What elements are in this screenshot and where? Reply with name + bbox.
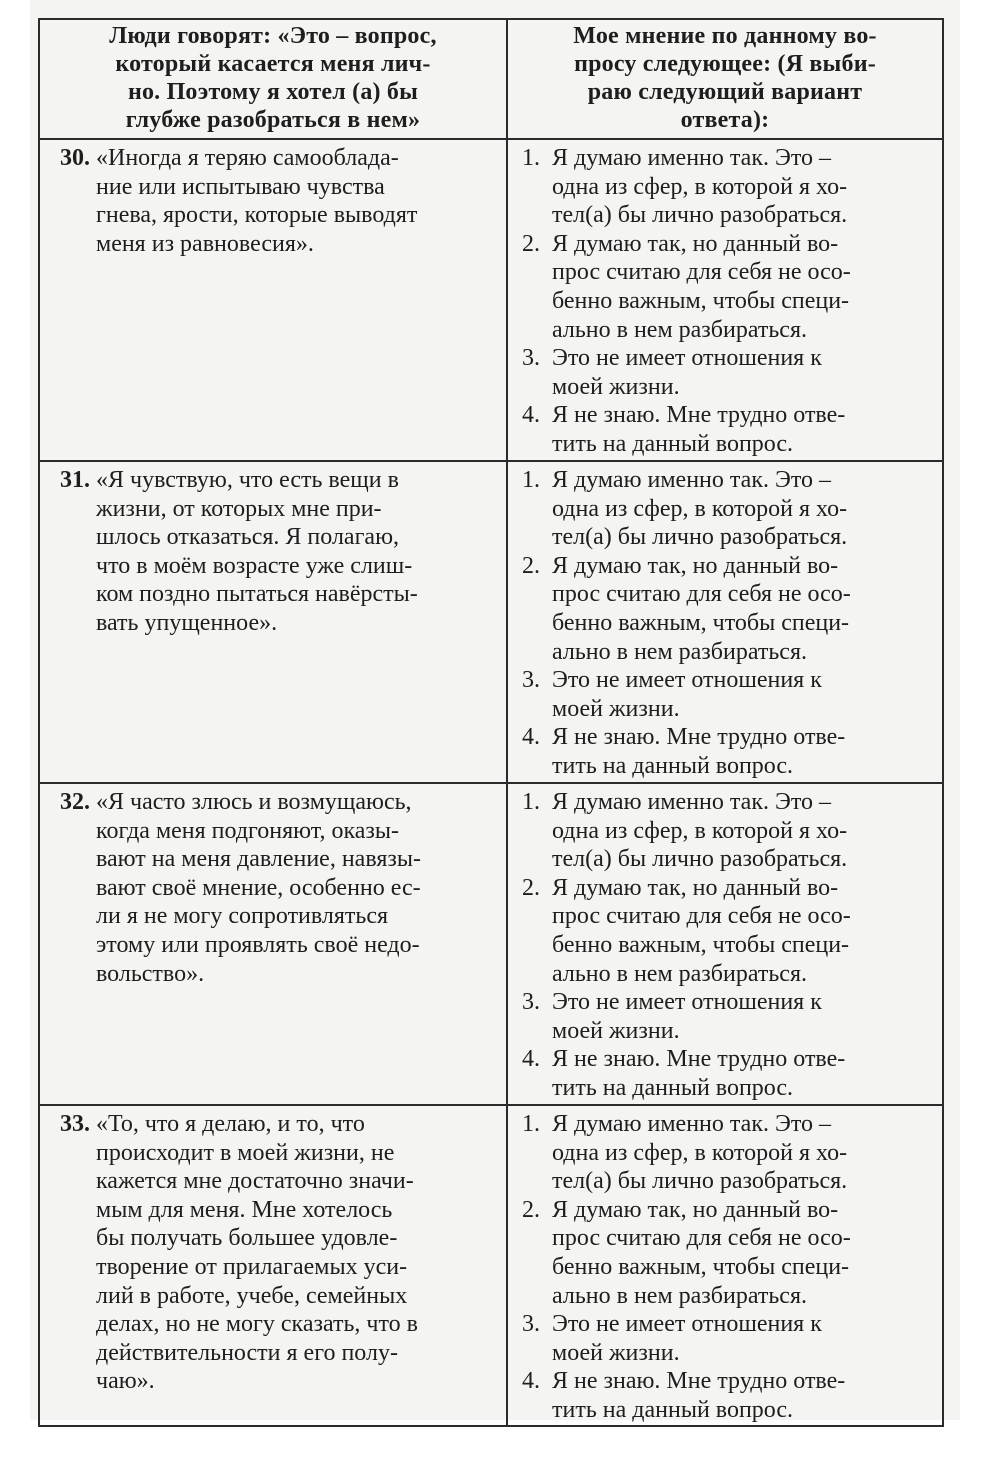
option-number: 2.: [522, 552, 540, 579]
option-3: [522, 988, 932, 1045]
option-4: [522, 401, 932, 458]
option-text: Я думаю так, но данный во- прос считаю для себя не осо- бенно важным, чтобы специ- ально в нем разбираться.: [552, 1196, 851, 1309]
option-2: [522, 230, 932, 344]
header-right: Мое мнение по данному во- просу следующее: (Я выби- раю следующий вариант ответа):: [507, 19, 943, 139]
option-2: [522, 1196, 932, 1310]
option-number: 2.: [522, 874, 540, 901]
option-text: Я думаю так, но данный во- прос считаю для себя не осо- бенно важным, чтобы специ- ально в нем разбираться.: [552, 874, 851, 987]
table-row: [39, 1105, 943, 1426]
option-3: [522, 666, 932, 723]
option-number: 3.: [522, 345, 540, 372]
statement-text: «Иногда я теряю самооблада- ние или испытываю чувства гнева, ярости, которые выводят меня из равновесия».: [96, 145, 418, 257]
option-3: [522, 344, 932, 401]
option-text: Я не знаю. Мне трудно отве- тить на данный вопрос.: [552, 402, 846, 457]
option-text: Я думаю так, но данный во- прос считаю для себя не осо- бенно важным, чтобы специ- ально в нем разбираться.: [552, 552, 851, 665]
option-number: 4.: [522, 1368, 540, 1395]
statement-number: 32.: [60, 789, 90, 815]
header-left: Люди говорят: «Это – вопрос, который касается меня лич- но. Поэтому я хотел (а) бы глубже разобраться в нем»: [39, 19, 507, 139]
statement-number: 30.: [60, 145, 90, 171]
option-1: [522, 144, 932, 230]
option-number: 2.: [522, 1196, 540, 1223]
option-number: 1.: [522, 467, 540, 493]
option-text: Это не имеет отношения к моей жизни.: [552, 345, 822, 400]
option-number: 2.: [522, 230, 540, 257]
option-text: Я думаю именно так. Это – одна из сфер, в которой я хо- тел(а) бы лично разобраться.: [552, 145, 848, 229]
option-2: [522, 552, 932, 666]
statement-cell: [39, 139, 507, 461]
option-text: Я думаю так, но данный во- прос считаю для себя не осо- бенно важным, чтобы специ- ально в нем разбираться.: [552, 230, 851, 343]
statement-number: 31.: [60, 467, 90, 493]
option-text: Я не знаю. Мне трудно отве- тить на данный вопрос.: [552, 724, 846, 779]
header-row: [39, 19, 943, 139]
table-row: [39, 783, 943, 1105]
statement-cell: [39, 461, 507, 783]
option-text: Я думаю именно так. Это – одна из сфер, в которой я хо- тел(а) бы лично разобраться.: [552, 1111, 848, 1195]
table-row: [39, 139, 943, 461]
option-4: [522, 723, 932, 780]
statement-text: «Я чувствую, что есть вещи в жизни, от которых мне при- шлось отказаться. Я полагаю, что в моём возрасте уже слиш- ком поздно пытаться навёрсты- вать упущенное».: [96, 467, 418, 636]
options-cell: [507, 461, 943, 783]
questionnaire-table: [38, 18, 944, 1427]
option-1: [522, 1110, 932, 1196]
option-number: 3.: [522, 667, 540, 694]
table-row: [39, 461, 943, 783]
option-3: [522, 1310, 932, 1367]
statement-number: 33.: [60, 1111, 90, 1137]
option-number: 4.: [522, 724, 540, 751]
option-text: Я не знаю. Мне трудно отве- тить на данный вопрос.: [552, 1046, 846, 1101]
statement-text: «Я часто злюсь и возмущаюсь, когда меня подгоняют, оказы- вают на меня давление, навязы- вают своё мнение, особенно ес- ли я не могу сопротивляться этому или проявлять своё недо- вольство».: [96, 789, 421, 987]
option-2: [522, 874, 932, 988]
statement-text: «То, что я делаю, и то, что происходит в моей жизни, не кажется мне достаточно значи- мым для меня. Мне хотелось бы получать большее удовле- творение от прилагаемых уси- лий в работе, учебе, семейных делах, но не могу сказать, что в действительности я его полу- чаю».: [96, 1111, 418, 1395]
option-4: [522, 1045, 932, 1102]
statement-cell: [39, 1105, 507, 1426]
option-text: Я не знаю. Мне трудно отве- тить на данный вопрос.: [552, 1368, 846, 1423]
statement-cell: [39, 783, 507, 1105]
option-1: [522, 788, 932, 874]
option-text: Это не имеет отношения к моей жизни.: [552, 667, 822, 722]
option-text: Это не имеет отношения к моей жизни.: [552, 1311, 822, 1366]
options-cell: [507, 139, 943, 461]
option-4: [522, 1367, 932, 1424]
option-1: [522, 466, 932, 552]
option-number: 3.: [522, 1311, 540, 1338]
option-number: 1.: [522, 1111, 540, 1137]
option-text: Это не имеет отношения к моей жизни.: [552, 989, 822, 1044]
option-number: 3.: [522, 989, 540, 1016]
option-text: Я думаю именно так. Это – одна из сфер, в которой я хо- тел(а) бы лично разобраться.: [552, 789, 848, 873]
option-number: 1.: [522, 145, 540, 171]
options-cell: [507, 783, 943, 1105]
options-cell: [507, 1105, 943, 1426]
option-number: 4.: [522, 402, 540, 429]
option-text: Я думаю именно так. Это – одна из сфер, в которой я хо- тел(а) бы лично разобраться.: [552, 467, 848, 551]
option-number: 1.: [522, 789, 540, 815]
option-number: 4.: [522, 1046, 540, 1073]
